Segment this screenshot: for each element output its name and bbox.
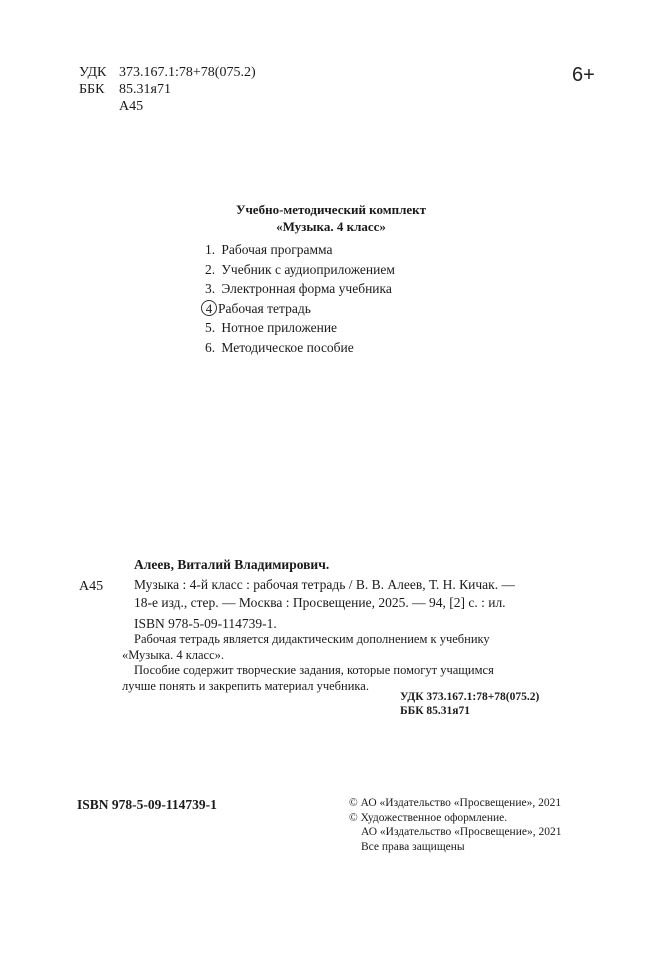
udk-label: УДК xyxy=(79,65,107,80)
biblio-author-mark: А45 xyxy=(79,579,104,594)
classification-block xyxy=(79,64,256,115)
udk-row xyxy=(79,64,256,81)
bbk-value: 85.31я71 xyxy=(119,82,171,97)
bbk-row xyxy=(79,81,256,98)
small-udk: УДК 373.167.1:78+78(075.2) xyxy=(400,691,540,703)
kit-item xyxy=(205,318,395,338)
copyright-line1: © АО «Издательство «Просвещение», 2021 xyxy=(349,797,562,809)
small-classification xyxy=(400,690,539,718)
kit-item-label: Учебник с аудиоприложением xyxy=(221,261,395,277)
kit-item-label: Рабочая программа xyxy=(221,242,333,257)
author-mark-row xyxy=(79,98,256,115)
copyright-line3: АО «Издательство «Просвещение», 2021 xyxy=(361,826,562,838)
circled-number-icon: 4 xyxy=(201,300,217,316)
copyright-line2: © Художественное оформление. xyxy=(349,811,508,824)
annotation xyxy=(122,632,562,694)
kit-item-label: Электронная форма учебника xyxy=(221,281,392,297)
copyright-line4: Все права защищены xyxy=(361,840,465,853)
kit-item-label: Нотное приложение xyxy=(221,320,338,336)
kit-title-line2: «Музыка. 4 класс» xyxy=(276,219,386,234)
kit-item-current xyxy=(205,299,395,319)
annotation-p2-line1: Пособие содержит творческие задания, которые помогут учащимся xyxy=(134,663,494,677)
biblio-title-line: Музыка : 4-й класс : рабочая тетрадь / В. В. Алеев, Т. Н. Кичак. — xyxy=(134,577,515,592)
kit-item-label: Методическое пособие xyxy=(221,339,354,355)
kit-item xyxy=(205,338,395,358)
biblio-edition-line: 18-е изд., стер. — Москва : Просвещение, 2025. — 94, [2] с. : ил. xyxy=(134,595,506,610)
kit-item-number: 5. xyxy=(205,320,216,336)
copyright-block xyxy=(349,796,561,854)
kit-item-number: 2. xyxy=(205,261,216,277)
kit-item-number: 1. xyxy=(205,242,216,257)
kit-title-line1: Учебно-методический комплект xyxy=(235,202,427,217)
annotation-p1-line2: «Музыка. 4 класс». xyxy=(122,647,225,662)
annotation-p2-line2: лучше понять и закрепить материал учебника. xyxy=(122,678,369,693)
kit-list xyxy=(205,240,395,358)
kit-item xyxy=(205,279,395,299)
kit-item-number: 6. xyxy=(205,339,216,355)
bibliographic-record xyxy=(79,556,579,633)
isbn-bottom: ISBN 978-5-09-114739-1 xyxy=(77,797,217,812)
kit-item xyxy=(205,260,395,280)
kit-item-label: Рабочая тетрадь xyxy=(218,300,311,316)
annotation-p1-line1: Рабочая тетрадь является дидактическим дополнением к учебнику xyxy=(134,632,490,646)
author-mark: А45 xyxy=(119,99,144,114)
biblio-isbn: ISBN 978-5-09-114739-1. xyxy=(134,616,277,631)
small-bbk: ББК 85.31я71 xyxy=(400,705,471,717)
age-rating: 6+ xyxy=(572,64,595,86)
author-name: Алеев, Виталий Владимирович. xyxy=(134,557,330,572)
kit-item xyxy=(205,240,395,260)
bbk-label: ББК xyxy=(79,82,105,97)
kit-title xyxy=(0,201,650,235)
udk-value: 373.167.1:78+78(075.2) xyxy=(119,65,256,80)
kit-item-number: 3. xyxy=(205,281,216,297)
